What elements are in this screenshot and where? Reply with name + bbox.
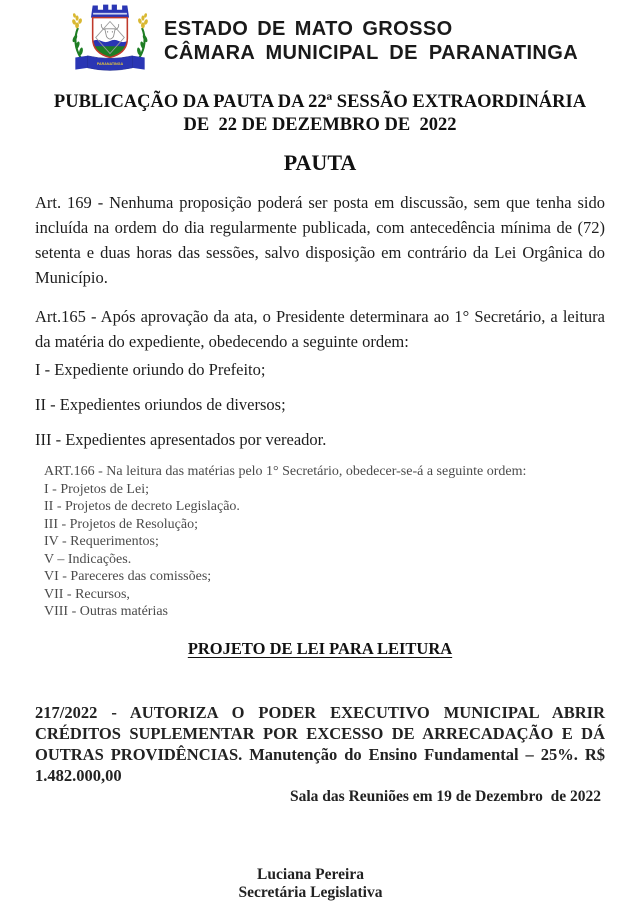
list-item: III - Expedientes apresentados por vereador. <box>35 430 327 449</box>
list-item: III - Projetos de Resolução; <box>44 516 198 532</box>
list-item: IV - Requerimentos; <box>44 534 159 549</box>
list-item: II - Expedientes oriundos de diversos; <box>35 395 286 414</box>
reading-section-heading: PROJETO DE LEI PARA LEITURA <box>187 638 453 658</box>
article-165-paragraph: Art.165 - Após aprovação da ata, o Presidente determinara ao 1° Secretário, a leitura da matéria do expediente, obedecendo a seguinte ordem: <box>35 307 605 351</box>
list-item: VIII - Outras matérias <box>44 604 169 619</box>
place-date-line: Sala das Reuniões em 19 de Dezembro de 2022 <box>290 788 601 805</box>
article-165-items <box>35 359 605 450</box>
letterhead <box>35 2 605 80</box>
signature-title: Secretária Legislativa <box>238 884 383 901</box>
organization-name <box>164 17 578 65</box>
document-title <box>35 91 605 137</box>
document-title-line1: PUBLICAÇÃO DA PAUTA DA 22ª SESSÃO EXTRAORDINÁRIA <box>53 92 587 112</box>
article-169-paragraph: Art. 169 - Nenhuma proposição poderá ser posta em discussão, sem que tenha sido incluída na ordem do dia regularmente publicada, com antecedência mínima de (72) setenta e duas horas das sessões, salvo disposição em contrário da Lei Orgânica do Município. <box>35 193 605 287</box>
list-item: I - Projetos de Lei; <box>44 481 149 497</box>
org-chamber-line: CÂMARA MUNICIPAL DE PARANATINGA <box>164 42 579 64</box>
list-item: VI - Pareceres das comissões; <box>44 569 212 584</box>
mural-crown <box>91 5 129 18</box>
list-item: II - Projetos de decreto Legislação. <box>44 499 240 514</box>
wheat-branch-left <box>71 13 83 58</box>
article-166-intro: ART.166 - Na leitura das matérias pelo 1° Secretário, obedecer-se-á a seguinte ordem: <box>44 464 527 479</box>
coat-of-arms-icon <box>66 2 154 80</box>
list-item: V – Indicações. <box>44 551 132 567</box>
list-item: VII - Recursos, <box>44 586 130 602</box>
section-heading-pauta: PAUTA <box>283 150 357 175</box>
bill-217-2022-text: 217/2022 - AUTORIZA O PODER EXECUTIVO MUNICIPAL ABRIR CRÉDITOS SUPLEMENTAR POR EXCESSO DE ARRECADAÇÃO E DÁ OUTRAS PROVIDÊNCIAS. Manutenção do Ensino Fundamental – 25%. R$ 1.482.000,00 <box>35 702 605 785</box>
shield <box>93 18 128 58</box>
document-title-line2: DE 22 DE DEZEMBRO DE 2022 <box>183 115 457 135</box>
ribbon-text: PARANATINGA <box>96 62 124 67</box>
wheat-branch-right <box>136 13 148 58</box>
list-item: I - Expediente oriundo do Prefeito; <box>35 360 266 379</box>
org-state-line: ESTADO DE MATO GROSSO <box>164 18 453 40</box>
signature-name: Luciana Pereira <box>257 866 364 883</box>
article-166-block <box>35 463 605 621</box>
signature-block <box>16 866 605 902</box>
